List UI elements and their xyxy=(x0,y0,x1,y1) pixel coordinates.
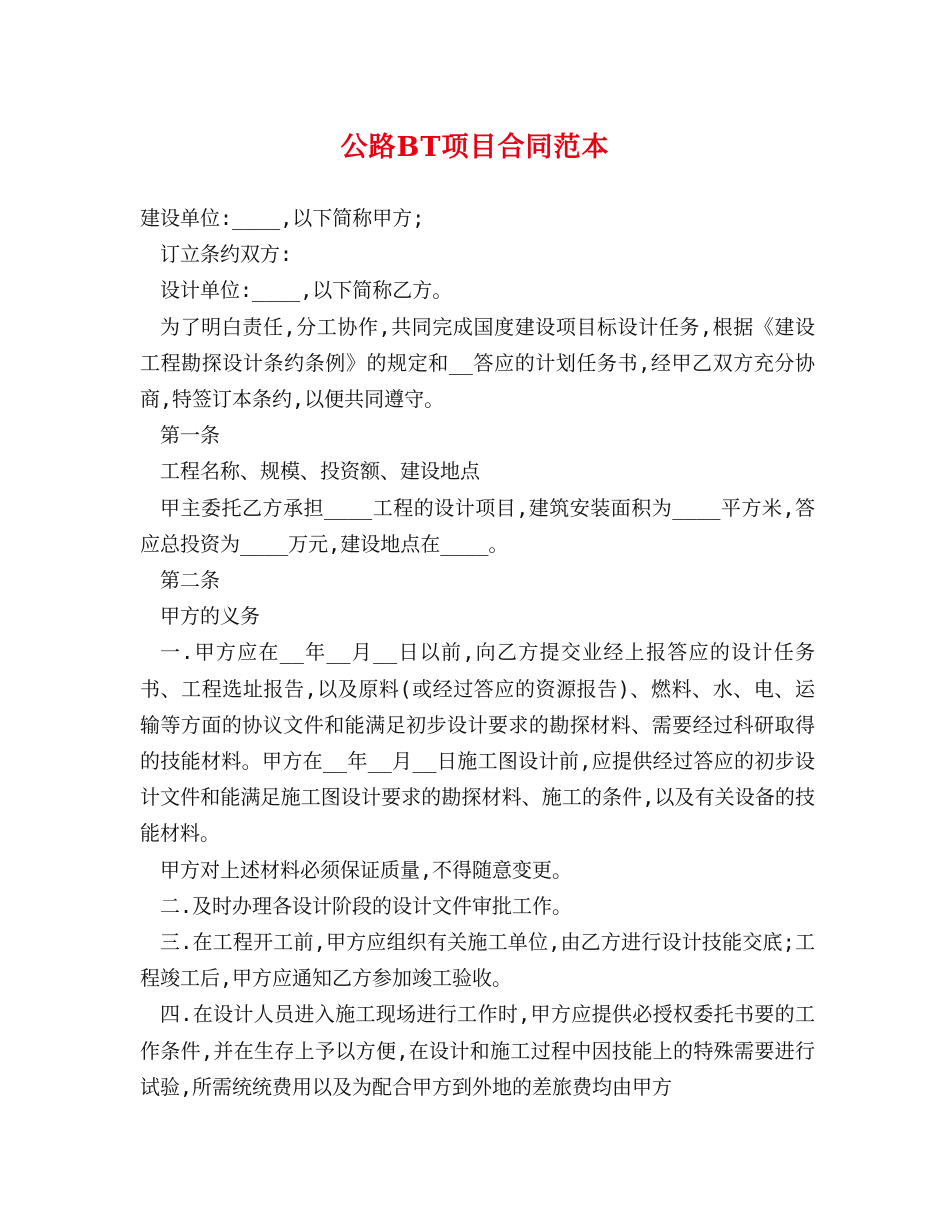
paragraph: 为了明白责任,分工协作,共同完成国度建设项目标设计任务,根据《建设工程勘探设计条约条例》的规定和__答应的计划任务书,经甲乙双方充分协商,特签订本条约,以便共同遵守。 xyxy=(140,314,815,412)
section-heading: 第二条 xyxy=(160,568,220,593)
paragraph: 甲主委托乙方承担____工程的设计项目,建筑安装面积为____平方米,答应总投资为____万元,建设地点在____。 xyxy=(140,495,815,556)
paragraph: 订立条约双方: xyxy=(160,242,293,267)
section-subheading: 工程名称、规模、投资额、建设地点 xyxy=(160,459,480,484)
paragraph: 四.在设计人员进入施工现场进行工作时,甲方应提供必授权委托书要的工作条件,并在生存上予以方便,在设计和施工过程中因技能上的特殊需要进行试验,所需统统费用以及为配合甲方到外地的差旅费均由甲方 xyxy=(140,1002,815,1099)
section-heading: 第一条 xyxy=(160,423,220,448)
section-subheading: 甲方的义务 xyxy=(160,604,260,629)
document-title: 公路BT项目合同范本 xyxy=(340,132,610,163)
paragraph: 三.在工程开工前,甲方应组织有关施工单位,由乙方进行设计技能交底;工程竣工后,甲方应通知乙方参加竣工验收。 xyxy=(140,930,815,991)
document-body xyxy=(140,200,815,1105)
paragraph: 二.及时办理各设计阶段的设计文件审批工作。 xyxy=(160,893,573,918)
paragraph: 一.甲方应在__年__月__日以前,向乙方提交业经上报答应的设计任务书、工程选址报告,以及原料(或经过答应的资源报告)、燃料、水、电、运输等方面的协议文件和能满足初步设计要求的勘探材料、需要经过科研取得的技能材料。甲方在__年__月__日施工图设计前,应提供经过答应的初步设计文件和能满足施工图设计要求的勘探材料、施工的条件,以及有关设备的技能材料。 xyxy=(140,640,815,846)
paragraph: 设计单位:____,以下简称乙方。 xyxy=(160,278,453,303)
paragraph: 建设单位:____,以下简称甲方; xyxy=(140,206,425,230)
paragraph: 甲方对上述材料必须保证质量,不得随意变更。 xyxy=(160,857,573,882)
